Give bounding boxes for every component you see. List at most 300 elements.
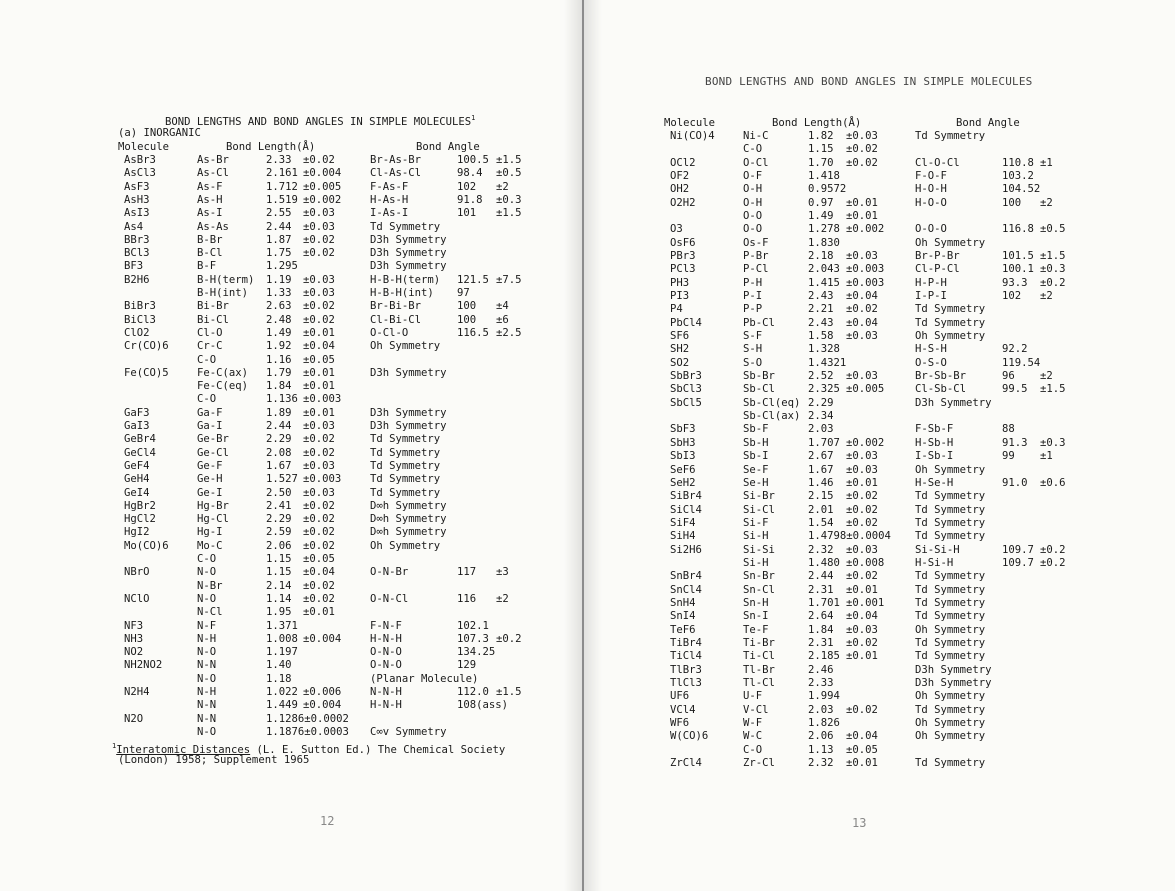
angle-cell: Oh Symmetry xyxy=(915,330,986,343)
bond-cell: As-H xyxy=(197,193,223,206)
bond-cell: Hg-Cl xyxy=(197,513,229,526)
table-row xyxy=(0,407,582,420)
length-cell: 1.13 xyxy=(808,743,834,756)
footnote-ref: 1 xyxy=(471,114,476,122)
molecule-cell: SbH3 xyxy=(670,436,696,449)
length-cell: 0.97 xyxy=(808,196,834,209)
bond-cell: Sb-F xyxy=(743,423,769,436)
footnote-mark: 1 xyxy=(112,742,117,750)
angle-cell: D3h Symmetry xyxy=(370,233,447,246)
length-error-cell: ±0.003 xyxy=(303,393,342,406)
length-cell: 2.01 xyxy=(808,503,834,516)
molecule-cell: SnCl4 xyxy=(670,583,702,596)
length-error-cell: ±0.002 xyxy=(303,193,342,206)
table-row xyxy=(0,699,582,712)
angle-cell: Oh Symmetry xyxy=(915,236,986,249)
molecule-cell: AsI3 xyxy=(124,207,150,220)
length-cell: 1.701 xyxy=(808,596,840,609)
length-cell: 1.1286±0.0002 xyxy=(266,712,349,725)
angle-cell: O-N-Cl xyxy=(370,592,409,605)
bond-cell: Te-F xyxy=(743,623,769,636)
angle-cell: D3h Symmetry xyxy=(370,366,447,379)
table-row xyxy=(584,597,1175,610)
molecule-cell: OsF6 xyxy=(670,236,696,249)
angle-value-cell: 102 xyxy=(457,180,477,193)
molecule-cell: HgBr2 xyxy=(124,499,156,512)
table-row xyxy=(584,157,1175,170)
bond-cell: Sn-I xyxy=(743,610,769,623)
molecule-cell: NH3 xyxy=(124,632,144,645)
table-row xyxy=(584,263,1175,276)
molecule-cell: ZrCl4 xyxy=(670,757,702,769)
angle-cell: Td Symmetry xyxy=(915,650,986,663)
bond-cell: As-I xyxy=(197,207,223,220)
length-error-cell: ±0.006 xyxy=(303,686,342,699)
angle-cell: I-Sb-I xyxy=(915,450,954,463)
table-row xyxy=(0,380,582,393)
table-row xyxy=(0,354,582,367)
angle-cell: Td Symmetry xyxy=(915,596,986,609)
table-row xyxy=(584,637,1175,650)
length-cell: 2.21 xyxy=(808,303,834,316)
bond-cell: Si-H xyxy=(743,530,769,543)
angle-cell: H-B-H(term) xyxy=(370,273,441,286)
length-cell: 2.34 xyxy=(808,410,834,423)
length-cell: 1.46 xyxy=(808,476,834,489)
footnote-source-rest: (L. E. Sutton Ed.) The Chemical Society xyxy=(250,744,506,756)
length-error-cell: ±0.003 xyxy=(846,276,885,289)
table-row xyxy=(584,557,1175,570)
bond-cell: Ni-C xyxy=(743,130,769,142)
angle-cell: H-Se-H xyxy=(915,476,954,489)
bond-cell: Ti-Cl xyxy=(743,650,775,663)
molecule-cell: BBr3 xyxy=(124,233,150,246)
table-row xyxy=(584,143,1175,156)
table-row xyxy=(584,277,1175,290)
bond-cell: B-H(int) xyxy=(197,287,249,300)
table-row xyxy=(584,570,1175,583)
angle-value-cell: 101 xyxy=(457,207,477,220)
bond-cell: W-F xyxy=(743,716,763,729)
angle-cell: F-As-F xyxy=(370,180,409,193)
molecule-cell: SiCl4 xyxy=(670,503,702,516)
length-error-cell: ±0.02 xyxy=(846,703,878,716)
molecule-cell: UF6 xyxy=(670,690,690,703)
left-page xyxy=(0,0,582,891)
molecule-cell: BF3 xyxy=(124,260,144,273)
molecule-cell: SbCl3 xyxy=(670,383,702,396)
table-row xyxy=(0,686,582,699)
bond-cell: C-O xyxy=(743,743,763,756)
footnote-line-2: (London) 1958; Supplement 1965 xyxy=(118,754,310,766)
bond-cell: Si-F xyxy=(743,516,769,529)
angle-value-cell: 134.25 xyxy=(457,646,496,659)
length-error-cell: ±0.005 xyxy=(846,383,885,396)
angle-error-cell: ±6 xyxy=(496,313,509,326)
length-cell: 2.043 xyxy=(808,263,840,276)
length-error-cell: ±0.01 xyxy=(846,476,878,489)
angle-value-cell: 91.8 xyxy=(457,193,483,206)
angle-value-cell: 98.4 xyxy=(457,167,483,180)
length-cell: 1.82 xyxy=(808,130,834,142)
table-row xyxy=(0,314,582,327)
length-error-cell: ±0.03 xyxy=(846,330,878,343)
bond-cell: Sb-Cl(eq) xyxy=(743,396,801,409)
bond-cell: O-H xyxy=(743,183,763,196)
length-cell: 2.08 xyxy=(266,446,292,459)
bond-cell: N-H xyxy=(197,632,217,645)
angle-cell: D3h Symmetry xyxy=(915,676,992,689)
header-bond-length: Bond Length(Å) xyxy=(772,117,862,129)
angle-cell: C∞v Symmetry xyxy=(370,726,447,738)
bond-cell: B-H(term) xyxy=(197,273,255,286)
molecule-cell: TiCl4 xyxy=(670,650,702,663)
molecule-cell: NF3 xyxy=(124,619,144,632)
angle-cell: Oh Symmetry xyxy=(915,690,986,703)
length-cell: 1.278 xyxy=(808,223,840,236)
bond-cell: O-O xyxy=(743,210,763,223)
bond-cell: O-O xyxy=(743,223,763,236)
length-cell: 1.84 xyxy=(266,380,292,393)
molecule-cell: TeF6 xyxy=(670,623,696,636)
length-cell: 2.06 xyxy=(266,539,292,552)
molecule-cell: SiH4 xyxy=(670,530,696,543)
molecule-cell: NO2 xyxy=(124,646,144,659)
angle-value-cell: 107.3 xyxy=(457,632,489,645)
bond-cell: Ga-F xyxy=(197,406,223,419)
angle-value-cell: 117 xyxy=(457,566,477,579)
bond-cell: Sb-I xyxy=(743,450,769,463)
length-cell: 1.54 xyxy=(808,516,834,529)
length-cell: 2.44 xyxy=(266,220,292,233)
molecule-cell: SbCl5 xyxy=(670,396,702,409)
table-row xyxy=(584,423,1175,436)
length-error-cell: ±0.01 xyxy=(846,210,878,223)
table-row xyxy=(0,606,582,619)
bond-cell: P-H xyxy=(743,276,763,289)
table-row xyxy=(0,593,582,606)
length-error-cell: ±0.05 xyxy=(846,743,878,756)
molecule-cell: N2O xyxy=(124,712,144,725)
angle-cell: Td Symmetry xyxy=(915,757,986,769)
bond-cell: O-F xyxy=(743,170,763,183)
table-row xyxy=(584,464,1175,477)
length-error-cell: ±0.01 xyxy=(303,380,335,393)
angle-error-cell: ±0.2 xyxy=(1040,543,1066,556)
table-row xyxy=(584,250,1175,263)
angle-cell: D3h Symmetry xyxy=(915,663,992,676)
angle-cell: Cl-O-Cl xyxy=(915,156,960,169)
angle-cell: Td Symmetry xyxy=(370,486,441,499)
length-cell: 1.15 xyxy=(808,143,834,156)
footnote-source-title: Interatomic Distances xyxy=(116,744,251,756)
table-row xyxy=(584,757,1175,770)
bond-cell: Sb-Cl xyxy=(743,383,775,396)
bond-cell: N-O xyxy=(197,646,217,659)
page-number: 13 xyxy=(852,816,867,830)
header-molecule: Molecule xyxy=(664,117,716,129)
bond-cell: O-Cl xyxy=(743,156,769,169)
length-cell: 1.480 xyxy=(808,556,840,569)
angle-error-cell: ±3 xyxy=(496,566,509,579)
length-error-cell: ±0.01 xyxy=(846,196,878,209)
table-row xyxy=(584,397,1175,410)
bond-cell: Ge-Cl xyxy=(197,446,229,459)
length-cell: 1.712 xyxy=(266,180,298,193)
angle-cell: F-Sb-F xyxy=(915,423,954,436)
angle-cell: Td Symmetry xyxy=(915,703,986,716)
bond-cell: Ga-I xyxy=(197,420,223,433)
length-error-cell: ±0.02 xyxy=(846,156,878,169)
length-cell: 1.92 xyxy=(266,340,292,353)
angle-cell: Td Symmetry xyxy=(915,636,986,649)
angle-value-cell: 104.52 xyxy=(1002,183,1041,196)
length-cell: 2.52 xyxy=(808,370,834,383)
length-error-cell: ±0.002 xyxy=(846,223,885,236)
length-error-cell: ±0.001 xyxy=(846,596,885,609)
table-row xyxy=(0,659,582,672)
bond-cell: Sn-H xyxy=(743,596,769,609)
angle-error-cell: ±1.5 xyxy=(496,207,522,220)
table-row xyxy=(584,517,1175,530)
table-row xyxy=(0,420,582,433)
bond-cell: As-Br xyxy=(197,154,229,166)
molecule-cell: SbF3 xyxy=(670,423,696,436)
table-row xyxy=(0,673,582,686)
length-cell: 1.519 xyxy=(266,193,298,206)
molecule-cell: GaF3 xyxy=(124,406,150,419)
table-row xyxy=(0,433,582,446)
bond-cell: P-Br xyxy=(743,250,769,263)
angle-cell: Td Symmetry xyxy=(915,516,986,529)
length-error-cell: ±0.02 xyxy=(303,313,335,326)
length-cell: 2.48 xyxy=(266,313,292,326)
angle-cell: Br-Bi-Br xyxy=(370,300,422,313)
molecule-cell: SiF4 xyxy=(670,516,696,529)
length-cell: 1.49 xyxy=(808,210,834,223)
angle-cell: Td Symmetry xyxy=(370,220,441,233)
angle-error-cell: ±0.5 xyxy=(496,167,522,180)
molecule-cell: GeH4 xyxy=(124,473,150,486)
angle-error-cell: ±1.5 xyxy=(1040,383,1066,396)
page-number: 12 xyxy=(320,814,335,828)
molecule-cell: SbI3 xyxy=(670,450,696,463)
molecule-cell: TiBr4 xyxy=(670,636,702,649)
length-error-cell: ±0.04 xyxy=(303,340,335,353)
molecule-cell: PCl3 xyxy=(670,263,696,276)
molecule-cell: PBr3 xyxy=(670,250,696,263)
molecule-cell: Fe(CO)5 xyxy=(124,366,169,379)
molecule-cell: SeH2 xyxy=(670,476,696,489)
bond-cell: B-Cl xyxy=(197,247,223,260)
length-cell: 2.185 xyxy=(808,650,840,663)
molecule-cell: As4 xyxy=(124,220,144,233)
bond-cell: Tl-Br xyxy=(743,663,775,676)
length-cell: 1.197 xyxy=(266,646,298,659)
bond-cell: Bi-Br xyxy=(197,300,229,313)
bond-cell: Si-Si xyxy=(743,543,775,556)
table-row xyxy=(584,183,1175,196)
angle-cell: D∞h Symmetry xyxy=(370,513,447,526)
table-row xyxy=(584,677,1175,690)
angle-cell: H-N-H xyxy=(370,632,402,645)
angle-cell: (Planar Molecule) xyxy=(370,672,479,685)
table-row xyxy=(0,154,582,167)
table-row xyxy=(584,624,1175,637)
length-cell: 1.15 xyxy=(266,566,292,579)
length-error-cell: ±0.03 xyxy=(846,623,878,636)
bond-cell: Se-H xyxy=(743,476,769,489)
length-cell: 1.79 xyxy=(266,366,292,379)
angle-cell: Cl-As-Cl xyxy=(370,167,422,180)
angle-error-cell: ±2 xyxy=(1040,290,1053,303)
length-cell: 2.03 xyxy=(808,703,834,716)
angle-value-cell: 99 xyxy=(1002,450,1015,463)
length-cell: 1.87 xyxy=(266,233,292,246)
molecule-cell: AsH3 xyxy=(124,193,150,206)
bond-cell: Sb-Br xyxy=(743,370,775,383)
molecule-cell: WF6 xyxy=(670,716,690,729)
molecule-cell: TlCl3 xyxy=(670,676,702,689)
angle-cell: Oh Symmetry xyxy=(915,716,986,729)
length-cell: 2.15 xyxy=(808,490,834,503)
bond-cell: Sb-Cl(ax) xyxy=(743,410,801,423)
length-cell: 2.29 xyxy=(266,433,292,446)
table-row xyxy=(584,584,1175,597)
bond-cell: P-I xyxy=(743,290,763,303)
length-cell: 1.415 xyxy=(808,276,840,289)
table-row xyxy=(584,170,1175,183)
length-cell: 1.328 xyxy=(808,343,840,356)
angle-cell: O-S-O xyxy=(915,356,947,369)
angle-cell: Td Symmetry xyxy=(915,130,986,142)
length-cell: 1.67 xyxy=(266,459,292,472)
angle-cell: Cl-Sb-Cl xyxy=(915,383,967,396)
length-error-cell: ±0.03 xyxy=(303,459,335,472)
bond-cell: Sb-H xyxy=(743,436,769,449)
table-row xyxy=(584,437,1175,450)
table-row xyxy=(0,367,582,380)
bond-cell: N-O xyxy=(197,566,217,579)
bond-cell: Cl-O xyxy=(197,326,223,339)
table-row xyxy=(0,247,582,260)
length-cell: 1.14 xyxy=(266,592,292,605)
bond-cell: Sn-Br xyxy=(743,570,775,583)
length-error-cell: ±0.04 xyxy=(846,316,878,329)
table-row xyxy=(584,504,1175,517)
table-row xyxy=(584,383,1175,396)
length-error-cell: ±0.03 xyxy=(303,273,335,286)
molecule-cell: Ni(CO)4 xyxy=(670,130,715,142)
bond-cell: Se-F xyxy=(743,463,769,476)
bond-cell: Ge-H xyxy=(197,473,223,486)
length-cell: 2.46 xyxy=(808,663,834,676)
length-cell: 2.161 xyxy=(266,167,298,180)
length-error-cell: ±0.004 xyxy=(303,699,342,712)
table-row xyxy=(0,194,582,207)
angle-error-cell: ±2 xyxy=(1040,196,1053,209)
length-error-cell: ±0.02 xyxy=(846,490,878,503)
angle-cell: Si-Si-H xyxy=(915,543,960,556)
angle-error-cell: ±0.5 xyxy=(1040,223,1066,236)
molecule-cell: O3 xyxy=(670,223,683,236)
angle-value-cell: 88 xyxy=(1002,423,1015,436)
table-row xyxy=(0,460,582,473)
molecule-cell: NClO xyxy=(124,592,150,605)
length-cell: 1.449 xyxy=(266,699,298,712)
angle-value-cell: 100 xyxy=(457,300,477,313)
bond-cell: Zr-Cl xyxy=(743,757,775,769)
molecule-cell: BCl3 xyxy=(124,247,150,260)
bond-cell: Ge-I xyxy=(197,486,223,499)
bond-cell: As-Cl xyxy=(197,167,229,180)
running-head: BOND LENGTHS AND BOND ANGLES IN SIMPLE MOLECULES xyxy=(705,75,1033,88)
bond-cell: C-O xyxy=(197,553,217,566)
length-error-cell: ±0.008 xyxy=(846,556,885,569)
bond-cell: Hg-I xyxy=(197,526,223,539)
length-cell: 1.19 xyxy=(266,273,292,286)
bond-cell: N-Br xyxy=(197,579,223,592)
molecule-cell: AsCl3 xyxy=(124,167,156,180)
molecule-cell: AsBr3 xyxy=(124,154,156,166)
table-row xyxy=(0,553,582,566)
header-bond-length: Bond Length(Å) xyxy=(226,141,316,153)
angle-cell: O-N-Br xyxy=(370,566,409,579)
angle-cell: Oh Symmetry xyxy=(915,730,986,743)
angle-cell: I-As-I xyxy=(370,207,409,220)
length-error-cell: ±0.01 xyxy=(846,583,878,596)
length-error-cell: ±0.03 xyxy=(846,250,878,263)
bond-cell: N-N xyxy=(197,699,217,712)
angle-cell: F-O-F xyxy=(915,170,947,183)
length-cell: 1.4321 xyxy=(808,356,847,369)
molecule-cell: W(CO)6 xyxy=(670,730,709,743)
length-cell: 1.826 xyxy=(808,716,840,729)
molecule-cell: Mo(CO)6 xyxy=(124,539,169,552)
table-row xyxy=(584,357,1175,370)
angle-error-cell: ±0.2 xyxy=(496,632,522,645)
molecule-cell: O2H2 xyxy=(670,196,696,209)
angle-value-cell: 100 xyxy=(1002,196,1022,209)
angle-value-cell: 100 xyxy=(457,313,477,326)
molecule-cell: PH3 xyxy=(670,276,690,289)
bond-cell: N-Cl xyxy=(197,606,223,619)
length-cell: 2.31 xyxy=(808,636,834,649)
length-error-cell: ±0.02 xyxy=(846,570,878,583)
table-row xyxy=(0,513,582,526)
angle-cell: Oh Symmetry xyxy=(370,340,441,353)
page-title xyxy=(165,112,475,129)
table-row xyxy=(0,260,582,273)
length-error-cell: ±0.03 xyxy=(846,450,878,463)
table-row xyxy=(0,487,582,500)
length-cell: 2.29 xyxy=(808,396,834,409)
length-error-cell: ±0.02 xyxy=(846,143,878,156)
angle-cell: Br-Sb-Br xyxy=(915,370,967,383)
length-error-cell: ±0.02 xyxy=(303,513,335,526)
table-row xyxy=(0,447,582,460)
table-row xyxy=(0,181,582,194)
length-cell: 2.33 xyxy=(808,676,834,689)
molecule-cell: SeF6 xyxy=(670,463,696,476)
angle-cell: Oh Symmetry xyxy=(915,623,986,636)
length-error-cell: ±0.05 xyxy=(303,353,335,366)
angle-cell: Td Symmetry xyxy=(915,570,986,583)
length-error-cell: ±0.03 xyxy=(846,543,878,556)
molecule-cell: P4 xyxy=(670,303,683,316)
molecule-cell: SnBr4 xyxy=(670,570,702,583)
length-error-cell: ±0.002 xyxy=(846,436,885,449)
